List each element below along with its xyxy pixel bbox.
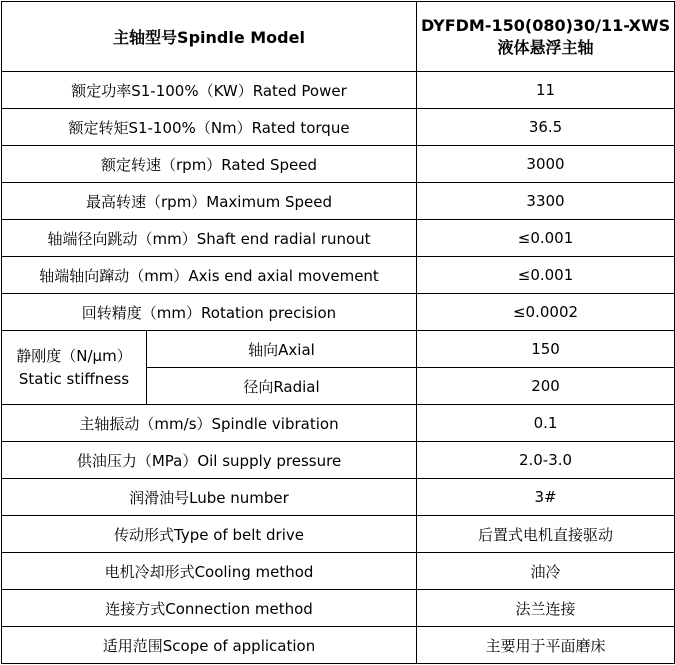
row-label: 适用范围Scope of application [2, 627, 417, 664]
row-label: 主轴振动（mm/s）Spindle vibration [2, 405, 417, 442]
axial-label: 轴向Axial [147, 331, 417, 368]
table-row [2, 294, 675, 331]
table-row [2, 257, 675, 294]
row-value: 11 [417, 72, 675, 109]
table-row [2, 146, 675, 183]
row-label: 额定转速（rpm）Rated Speed [2, 146, 417, 183]
row-value: 法兰连接 [417, 590, 675, 627]
table-row [2, 479, 675, 516]
row-value: ≤0.0002 [417, 294, 675, 331]
row-value: 3300 [417, 183, 675, 220]
row-value: 0.1 [417, 405, 675, 442]
row-label: 回转精度（mm）Rotation precision [2, 294, 417, 331]
header-row [2, 2, 675, 72]
header-label: 主轴型号Spindle Model [2, 2, 417, 72]
spindle-spec-table [1, 1, 675, 664]
stiffness-label-cn: 静刚度（N/μm） [16, 346, 132, 365]
axial-value: 150 [417, 331, 675, 368]
table-row [2, 590, 675, 627]
row-value: 3# [417, 479, 675, 516]
table-row [2, 442, 675, 479]
row-value: 3000 [417, 146, 675, 183]
table-row [2, 627, 675, 664]
radial-value: 200 [417, 368, 675, 405]
stiffness-label [2, 331, 147, 405]
row-value: 2.0-3.0 [417, 442, 675, 479]
table-row [2, 109, 675, 146]
row-value: 后置式电机直接驱动 [417, 516, 675, 553]
table-row [2, 72, 675, 109]
table-row [2, 405, 675, 442]
table-row [2, 516, 675, 553]
table-row [2, 553, 675, 590]
table-row [2, 220, 675, 257]
row-label: 额定功率S1-100%（KW）Rated Power [2, 72, 417, 109]
model-code: DYFDM-150(080)30/11-XWS [421, 15, 671, 35]
row-label: 轴端轴向蹿动（mm）Axis end axial movement [2, 257, 417, 294]
row-value: 36.5 [417, 109, 675, 146]
row-label: 额定转矩S1-100%（Nm）Rated torque [2, 109, 417, 146]
model-name: 液体悬浮主轴 [497, 37, 594, 57]
row-value: 油冷 [417, 553, 675, 590]
header-model [417, 2, 675, 72]
row-label: 最高转速（rpm）Maximum Speed [2, 183, 417, 220]
row-label: 轴端径向跳动（mm）Shaft end radial runout [2, 220, 417, 257]
table-row [2, 183, 675, 220]
row-value: ≤0.001 [417, 220, 675, 257]
row-value: ≤0.001 [417, 257, 675, 294]
row-label: 供油压力（MPa）Oil supply pressure [2, 442, 417, 479]
row-label: 连接方式Connection method [2, 590, 417, 627]
row-label: 传动形式Type of belt drive [2, 516, 417, 553]
row-label: 电机冷却形式Cooling method [2, 553, 417, 590]
stiffness-row-axial [2, 331, 675, 368]
stiffness-label-en: Static stiffness [18, 369, 130, 388]
row-label: 润滑油号Lube number [2, 479, 417, 516]
radial-label: 径向Radial [147, 368, 417, 405]
row-value: 主要用于平面磨床 [417, 627, 675, 664]
